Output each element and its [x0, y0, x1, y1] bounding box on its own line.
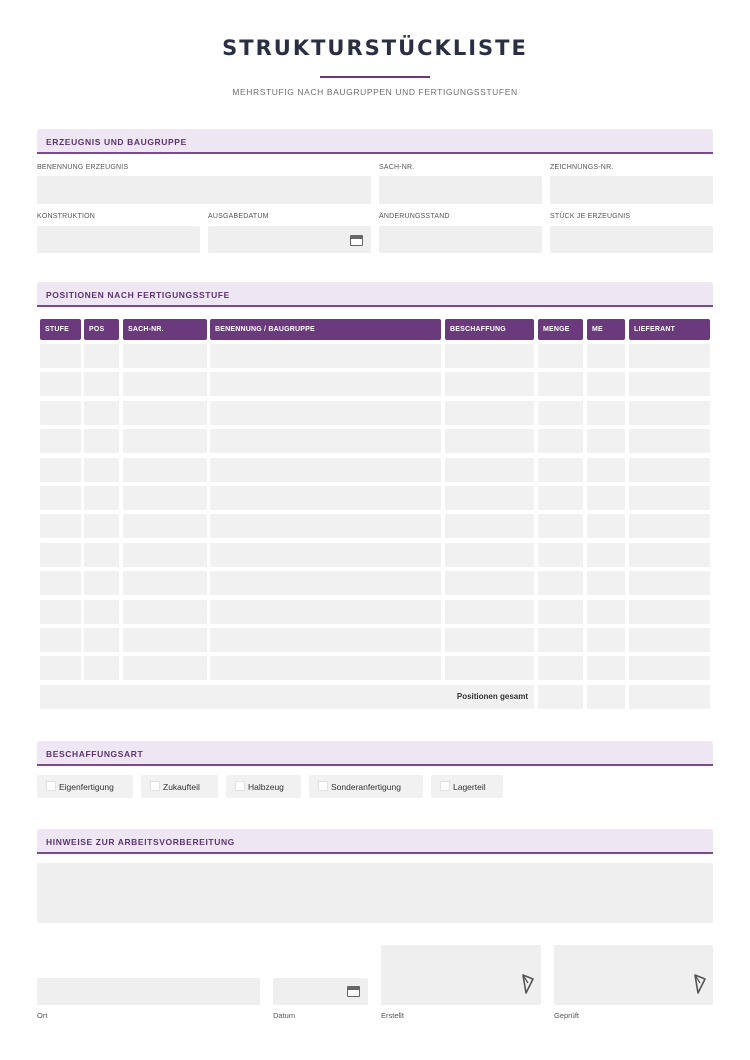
- table-cell-me[interactable]: [587, 543, 625, 567]
- calendar-icon[interactable]: [347, 986, 360, 997]
- table-cell-lieferant[interactable]: [629, 656, 710, 680]
- label-benennung: BENENNUNG ERZEUGNIS: [37, 164, 129, 171]
- label-stueck: STÜCK JE ERZEUGNIS: [550, 213, 631, 220]
- total-me-field[interactable]: [587, 685, 625, 709]
- table-cell-pos[interactable]: [84, 656, 119, 680]
- table-cell-lieferant[interactable]: [629, 486, 710, 510]
- table-cell-benennung[interactable]: [210, 571, 441, 595]
- table-cell-stufe[interactable]: [40, 628, 81, 652]
- table-cell-benennung[interactable]: [210, 628, 441, 652]
- table-cell-stufe[interactable]: [40, 429, 81, 453]
- section-title-procurement: BESCHAFFUNGSART: [46, 749, 144, 759]
- table-cell-beschaffung[interactable]: [445, 628, 534, 652]
- table-cell-pos[interactable]: [84, 401, 119, 425]
- table-cell-lieferant[interactable]: [629, 543, 710, 567]
- table-cell-lieferant[interactable]: [629, 429, 710, 453]
- table-cell-beschaffung[interactable]: [445, 401, 534, 425]
- column-header-benennung: BENENNUNG / BAUGRUPPE: [210, 319, 441, 340]
- table-cell-sachnr[interactable]: [123, 656, 207, 680]
- table-cell-stufe[interactable]: [40, 600, 81, 624]
- table-cell-stufe[interactable]: [40, 372, 81, 396]
- column-header-beschaffung: BESCHAFFUNG: [445, 319, 534, 340]
- pen-icon: [521, 973, 535, 995]
- title-divider: [320, 76, 430, 78]
- section-title-notes: HINWEISE ZUR ARBEITSVORBEREITUNG: [46, 837, 235, 847]
- page-title: STRUKTURSTÜCKLISTE: [222, 36, 528, 60]
- label-ausgabedatum: AUSGABEDATUM: [208, 213, 269, 220]
- table-cell-beschaffung[interactable]: [445, 543, 534, 567]
- table-cell-benennung[interactable]: [210, 543, 441, 567]
- table-cell-me[interactable]: [587, 372, 625, 396]
- table-cell-menge[interactable]: [538, 344, 583, 368]
- table-cell-beschaffung[interactable]: [445, 458, 534, 482]
- table-cell-menge[interactable]: [538, 628, 583, 652]
- table-cell-sachnr[interactable]: [123, 429, 207, 453]
- stueck-field[interactable]: [550, 226, 713, 253]
- label-geprueft: Geprüft: [554, 1011, 580, 1020]
- table-cell-me[interactable]: [587, 571, 625, 595]
- total-menge-field[interactable]: [538, 685, 583, 709]
- table-cell-me[interactable]: [587, 458, 625, 482]
- table-cell-pos[interactable]: [84, 344, 119, 368]
- column-header-sachnr: SACH-NR.: [123, 319, 207, 340]
- option-label: Lagerteil: [453, 782, 486, 792]
- table-cell-sachnr[interactable]: [123, 628, 207, 652]
- table-cell-pos[interactable]: [84, 514, 119, 538]
- table-cell-stufe[interactable]: [40, 344, 81, 368]
- table-cell-stufe[interactable]: [40, 514, 81, 538]
- table-cell-menge[interactable]: [538, 401, 583, 425]
- table-cell-me[interactable]: [587, 429, 625, 453]
- checkbox[interactable]: [235, 781, 245, 791]
- table-cell-menge[interactable]: [538, 486, 583, 510]
- table-cell-stufe[interactable]: [40, 486, 81, 510]
- column-header-pos: POS: [84, 319, 119, 340]
- option-label: Sonderanfertigung: [331, 782, 401, 792]
- table-cell-benennung[interactable]: [210, 372, 441, 396]
- option-halbzeug[interactable]: [226, 775, 301, 798]
- table-cell-stufe[interactable]: [40, 458, 81, 482]
- table-cell-beschaffung[interactable]: [445, 372, 534, 396]
- zeichnungsnr-field[interactable]: [550, 176, 713, 204]
- table-cell-sachnr[interactable]: [123, 514, 207, 538]
- table-cell-benennung[interactable]: [210, 344, 441, 368]
- table-cell-beschaffung[interactable]: [445, 486, 534, 510]
- table-cell-lieferant[interactable]: [629, 458, 710, 482]
- table-cell-benennung[interactable]: [210, 429, 441, 453]
- option-label: Eigenfertigung: [59, 782, 114, 792]
- column-header-me: ME: [587, 319, 625, 340]
- label-erstellt: Erstellt: [381, 1011, 404, 1020]
- table-cell-me[interactable]: [587, 600, 625, 624]
- section-title-positions: POSITIONEN NACH FERTIGUNGSSTUFE: [46, 290, 230, 300]
- table-cell-sachnr[interactable]: [123, 458, 207, 482]
- table-cell-sachnr[interactable]: [123, 571, 207, 595]
- column-header-stufe: STUFE: [40, 319, 81, 340]
- table-cell-sachnr[interactable]: [123, 543, 207, 567]
- option-zukaufteil[interactable]: [141, 775, 218, 798]
- table-cell-sachnr[interactable]: [123, 344, 207, 368]
- calendar-icon[interactable]: [350, 235, 363, 246]
- table-cell-menge[interactable]: [538, 656, 583, 680]
- table-cell-pos[interactable]: [84, 543, 119, 567]
- checkbox[interactable]: [318, 781, 328, 791]
- table-cell-lieferant[interactable]: [629, 372, 710, 396]
- table-cell-beschaffung[interactable]: [445, 656, 534, 680]
- table-cell-benennung[interactable]: [210, 600, 441, 624]
- table-cell-benennung[interactable]: [210, 401, 441, 425]
- table-cell-beschaffung[interactable]: [445, 514, 534, 538]
- label-ort: Ort: [37, 1011, 48, 1020]
- table-cell-menge[interactable]: [538, 600, 583, 624]
- page-subtitle: MEHRSTUFIG NACH BAUGRUPPEN UND FERTIGUNGSSTUFEN: [232, 87, 518, 97]
- table-cell-menge[interactable]: [538, 458, 583, 482]
- konstruktion-field[interactable]: [37, 226, 200, 253]
- option-sonderanfertigung[interactable]: [309, 775, 423, 798]
- table-cell-lieferant[interactable]: [629, 628, 710, 652]
- table-cell-sachnr[interactable]: [123, 372, 207, 396]
- table-cell-sachnr[interactable]: [123, 486, 207, 510]
- total-row: [40, 685, 534, 709]
- sachnr-field[interactable]: [379, 176, 542, 204]
- option-eigenfertigung[interactable]: [37, 775, 133, 798]
- option-lagerteil[interactable]: [431, 775, 503, 798]
- table-cell-menge[interactable]: [538, 571, 583, 595]
- table-cell-benennung[interactable]: [210, 458, 441, 482]
- option-label: Zukaufteil: [163, 782, 200, 792]
- table-cell-benennung[interactable]: [210, 486, 441, 510]
- table-cell-lieferant[interactable]: [629, 514, 710, 538]
- table-cell-me[interactable]: [587, 486, 625, 510]
- benennung-field[interactable]: [37, 176, 371, 204]
- table-cell-pos[interactable]: [84, 600, 119, 624]
- table-cell-beschaffung[interactable]: [445, 429, 534, 453]
- label-aenderungsstand: ÄNDERUNGSSTAND: [379, 213, 450, 220]
- total-lieferant-field[interactable]: [629, 685, 710, 709]
- section-header-notes: [37, 829, 713, 854]
- table-cell-me[interactable]: [587, 628, 625, 652]
- table-cell-pos[interactable]: [84, 628, 119, 652]
- table-cell-lieferant[interactable]: [629, 571, 710, 595]
- table-cell-beschaffung[interactable]: [445, 344, 534, 368]
- table-cell-lieferant[interactable]: [629, 600, 710, 624]
- datum-field[interactable]: [273, 978, 368, 1005]
- table-cell-stufe[interactable]: [40, 571, 81, 595]
- column-header-menge: MENGE: [538, 319, 583, 340]
- label-sachnr: SACH-NR.: [379, 164, 415, 171]
- checkbox[interactable]: [150, 781, 160, 791]
- table-cell-beschaffung[interactable]: [445, 600, 534, 624]
- erstellt-signature-field[interactable]: [381, 945, 541, 1005]
- notes-textarea[interactable]: [37, 863, 713, 923]
- section-header-product: [37, 129, 713, 154]
- ort-field[interactable]: [37, 978, 260, 1005]
- table-cell-me[interactable]: [587, 344, 625, 368]
- total-label: Positionen gesamt: [456, 692, 528, 701]
- table-cell-stufe[interactable]: [40, 401, 81, 425]
- section-header-procurement: [37, 741, 713, 766]
- table-cell-stufe[interactable]: [40, 543, 81, 567]
- table-cell-me[interactable]: [587, 514, 625, 538]
- table-cell-benennung[interactable]: [210, 656, 441, 680]
- table-cell-me[interactable]: [587, 656, 625, 680]
- table-cell-menge[interactable]: [538, 372, 583, 396]
- table-cell-lieferant[interactable]: [629, 401, 710, 425]
- table-cell-pos[interactable]: [84, 429, 119, 453]
- label-zeichnungsnr: ZEICHNUNGS-NR.: [550, 164, 614, 171]
- ausgabedatum-field[interactable]: [208, 226, 371, 253]
- table-cell-beschaffung[interactable]: [445, 571, 534, 595]
- label-datum: Datum: [273, 1011, 296, 1020]
- table-cell-menge[interactable]: [538, 429, 583, 453]
- geprueft-signature-field[interactable]: [554, 945, 713, 1005]
- table-cell-stufe[interactable]: [40, 656, 81, 680]
- label-konstruktion: KONSTRUKTION: [37, 213, 96, 220]
- table-cell-pos[interactable]: [84, 486, 119, 510]
- column-header-lieferant: LIEFERANT: [629, 319, 710, 340]
- table-cell-lieferant[interactable]: [629, 344, 710, 368]
- section-header-positions: [37, 282, 713, 307]
- table-cell-me[interactable]: [587, 401, 625, 425]
- table-cell-pos[interactable]: [84, 571, 119, 595]
- pen-icon: [693, 973, 707, 995]
- table-cell-menge[interactable]: [538, 543, 583, 567]
- table-cell-menge[interactable]: [538, 514, 583, 538]
- checkbox[interactable]: [440, 781, 450, 791]
- checkbox[interactable]: [46, 781, 56, 791]
- table-cell-benennung[interactable]: [210, 514, 441, 538]
- section-title-product: ERZEUGNIS UND BAUGRUPPE: [46, 137, 187, 147]
- table-cell-sachnr[interactable]: [123, 401, 207, 425]
- aenderungsstand-field[interactable]: [379, 226, 542, 253]
- table-cell-pos[interactable]: [84, 458, 119, 482]
- table-cell-sachnr[interactable]: [123, 600, 207, 624]
- option-label: Halbzeug: [248, 782, 284, 792]
- table-cell-pos[interactable]: [84, 372, 119, 396]
